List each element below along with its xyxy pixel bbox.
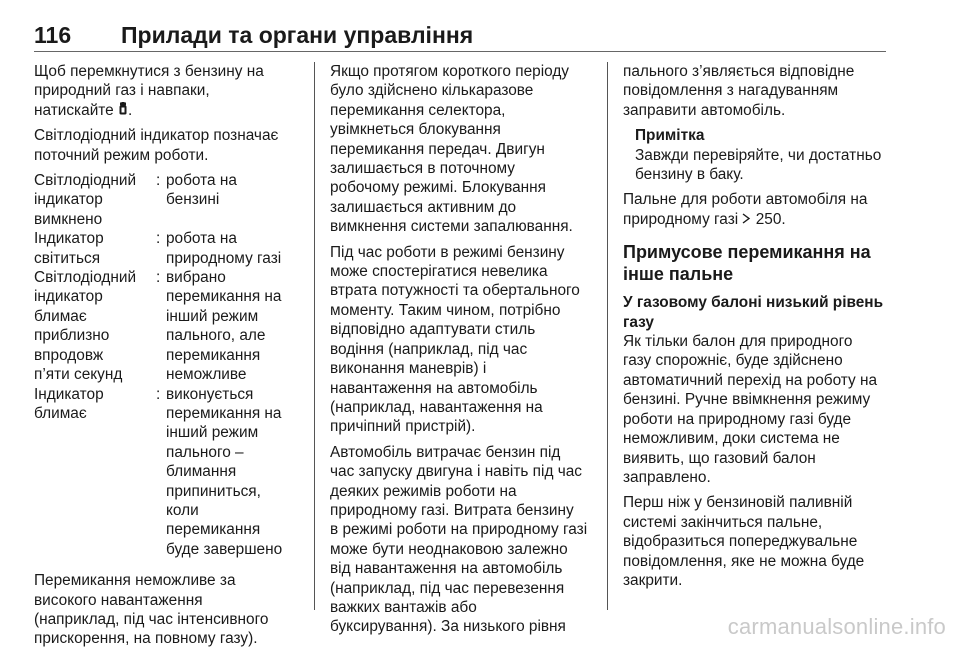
colon: : [156, 230, 161, 248]
text-line: перемикання [166, 521, 261, 539]
colon: : [156, 172, 161, 190]
text-line: навантаження на автомобіль [330, 379, 538, 397]
text-line: Індикатор [34, 385, 104, 403]
text-line: блимає [34, 404, 87, 422]
text-line: вимкнення системи запалювання. [330, 218, 573, 236]
text-line: поточний режим роботи. [34, 146, 209, 164]
subsection-heading [623, 293, 885, 332]
text-line: перемикання [166, 346, 261, 364]
text-line: припиниться, [166, 482, 261, 500]
text-line [623, 210, 885, 229]
note-title: Примітка [635, 127, 705, 145]
text-line: природний газ і навпаки, [34, 82, 210, 100]
text-line: (наприклад, під час інтенсивного [34, 610, 269, 628]
text-line: заправити автомобіль. [623, 101, 786, 119]
text-line: коли [166, 501, 199, 519]
indicator-meaning [166, 171, 296, 229]
text-line: вибрано [166, 269, 226, 287]
text-line: буде завершено [166, 540, 283, 558]
text-line: залишається активним до [330, 198, 517, 216]
text-line: водіння (наприклад, під час [330, 340, 528, 358]
indicator-state [34, 268, 156, 384]
text-line: блимає [34, 307, 87, 325]
text-line: від навантаження на автомобіль [330, 560, 563, 578]
text-line: автоматичний перехід на роботу на [623, 371, 878, 389]
gas-switch-icon [118, 102, 128, 115]
text-line: Світлодіодний [34, 172, 137, 190]
column-2 [330, 62, 598, 643]
text-line: заправлено. [623, 468, 711, 486]
text-line: Пальне для роботи автомобіля на [623, 191, 868, 209]
text-line: пального, але [166, 327, 266, 345]
header-divider [34, 51, 886, 52]
text-line: може бути неоднаковою залежно [330, 540, 568, 558]
text-fragment: натискайте [34, 101, 114, 119]
text-line: перемикання на [166, 404, 282, 422]
paragraph-low-fuel-message [623, 62, 885, 120]
text-line: закрити. [623, 571, 683, 589]
text-line: індикатор [34, 288, 103, 306]
indicator-row [34, 229, 296, 268]
text-fragment: . [128, 101, 133, 119]
text-line: виявить, що газовий балон [623, 449, 816, 467]
colon: : [156, 385, 161, 403]
text-line: причіпний пристрій). [330, 418, 476, 436]
text-line: Як тільки балон для природного [623, 333, 853, 351]
text-line: Світлодіодний індикатор позначає [34, 127, 279, 145]
text-line: (наприклад, навантаження на [330, 398, 543, 416]
note-block [623, 126, 885, 184]
text-line: Світлодіодний [34, 269, 137, 287]
text-line: індикатор [34, 191, 103, 209]
text-line: неможливим, доки система не [623, 430, 840, 448]
text-line: Якщо протягом короткого періоду [330, 63, 570, 80]
text-line: в режимі роботи на природному газі [330, 521, 588, 539]
description-paragraph [34, 126, 296, 165]
text-line: впродовж [34, 346, 104, 364]
column-divider-2 [607, 62, 608, 610]
text-line: повідомлення з нагадуванням [623, 82, 839, 100]
indicator-meaning [166, 268, 296, 384]
text-line: втрата потужності та обертального [330, 282, 580, 300]
text-line: перемикання селектора, [330, 101, 506, 119]
intro-paragraph [34, 62, 296, 120]
indicator-table [34, 171, 296, 559]
paragraph-fuel-consumption [330, 443, 598, 637]
text-line: блимання [166, 463, 237, 481]
text-line [34, 101, 296, 120]
paragraph-warning-message [623, 493, 885, 590]
text-line: було здійснено кількаразове [330, 82, 534, 100]
text-line: (наприклад, під час перевезення [330, 579, 565, 597]
text-line: Щоб перемкнутися з бензину на [34, 63, 264, 80]
paragraph-shift-lock [330, 62, 598, 237]
heading-line: Примусове перемикання на [623, 242, 871, 263]
text-line: Перемикання неможливе за [34, 572, 236, 590]
text-line: робота на [166, 230, 237, 248]
text-line: Індикатор [34, 230, 104, 248]
text-line: вимкнено [34, 210, 103, 228]
text-line: бензині. Ручне ввімкнення режиму [623, 391, 871, 409]
text-line: деяких режимів роботи на [330, 482, 517, 500]
text-line: Автомобіль витрачає бензин під [330, 443, 561, 461]
text-line: газу спорожніє, буде здійснено [623, 352, 843, 370]
text-line: відповідно адаптувати стиль [330, 321, 536, 339]
text-line: Завжди перевіряйте, чи достатньо [635, 146, 882, 164]
text-line: Під час роботи в режимі бензину [330, 243, 565, 261]
text-line: виконання маневрів) і [330, 360, 487, 378]
text-line: може спостерігатися невелика [330, 263, 548, 281]
indicator-state [34, 229, 156, 268]
text-line: інший режим [166, 307, 259, 325]
text-line: важких вантажів або [330, 598, 477, 616]
text-line: роботи на природному газі буде [623, 410, 852, 428]
text-line: пального з’являється відповідне [623, 63, 855, 80]
page-header [34, 22, 886, 52]
heading-line: У газовому балоні низький рівень [623, 294, 884, 312]
section-heading [623, 241, 885, 285]
text-line: неможливе [166, 366, 247, 384]
column-1 [34, 62, 296, 655]
indicator-state [34, 171, 156, 229]
text-line: природному газі [166, 249, 282, 267]
heading-line: інше пальне [623, 264, 734, 285]
text-line: високого навантаження [34, 591, 203, 609]
text-line: робота на [166, 172, 237, 190]
text-line: відобразиться попереджувальне [623, 533, 858, 551]
text-line: перемикання передач. Двигун [330, 140, 545, 158]
page-reference-link[interactable]: 250. [755, 210, 786, 228]
indicator-row [34, 268, 296, 384]
page-number: 116 [34, 22, 72, 48]
column-3 [623, 62, 885, 596]
text-line: інший режим [166, 424, 259, 442]
colon: : [156, 269, 161, 287]
paragraph-empty-tank [623, 332, 885, 487]
text-line: виконується [166, 385, 254, 403]
text-line: Перш ніж у бензиновій паливній [623, 494, 853, 512]
text-line: час запуску двигуна і навіть під час [330, 463, 582, 481]
text-line: бензину в баку. [635, 166, 744, 184]
paragraph-power-loss [330, 243, 598, 437]
watermark: carmanualsonline.info [727, 614, 946, 639]
text-line: природному газі. Витрата бензину [330, 501, 574, 519]
text-line: робочому режимі. Блокування [330, 179, 546, 197]
text-line: світиться [34, 249, 101, 267]
indicator-row [34, 171, 296, 229]
paragraph-fuel-reference [623, 190, 885, 229]
indicator-meaning [166, 385, 296, 560]
text-line: системі закінчиться пальне, [623, 513, 823, 531]
text-line: бензині [166, 191, 220, 209]
indicator-row [34, 385, 296, 560]
text-line: пального – [166, 443, 244, 461]
text-line: прискорення, на повному газу). [34, 630, 258, 648]
heading-line: газу [623, 313, 654, 331]
text-line: перемикання на [166, 288, 282, 306]
text-line: залишається в поточному [330, 160, 515, 178]
indicator-meaning [166, 229, 296, 268]
column-divider-1 [314, 62, 315, 610]
page-reference-arrow-icon [742, 213, 751, 224]
outro-paragraph [34, 571, 296, 649]
text-fragment: природному газі [623, 210, 739, 228]
text-line: буксирування). За низького рівня [330, 618, 566, 636]
indicator-state [34, 385, 156, 560]
text-line: повідомлення, яке не можна буде [623, 552, 865, 570]
page-title: Прилади та органи управління [121, 22, 474, 48]
text-line: увімкнеться блокування [330, 121, 501, 139]
text-line: п’яти секунд [34, 366, 123, 384]
text-line: приблизно [34, 327, 110, 345]
text-line: моменту. Таким чином, потрібно [330, 301, 561, 319]
